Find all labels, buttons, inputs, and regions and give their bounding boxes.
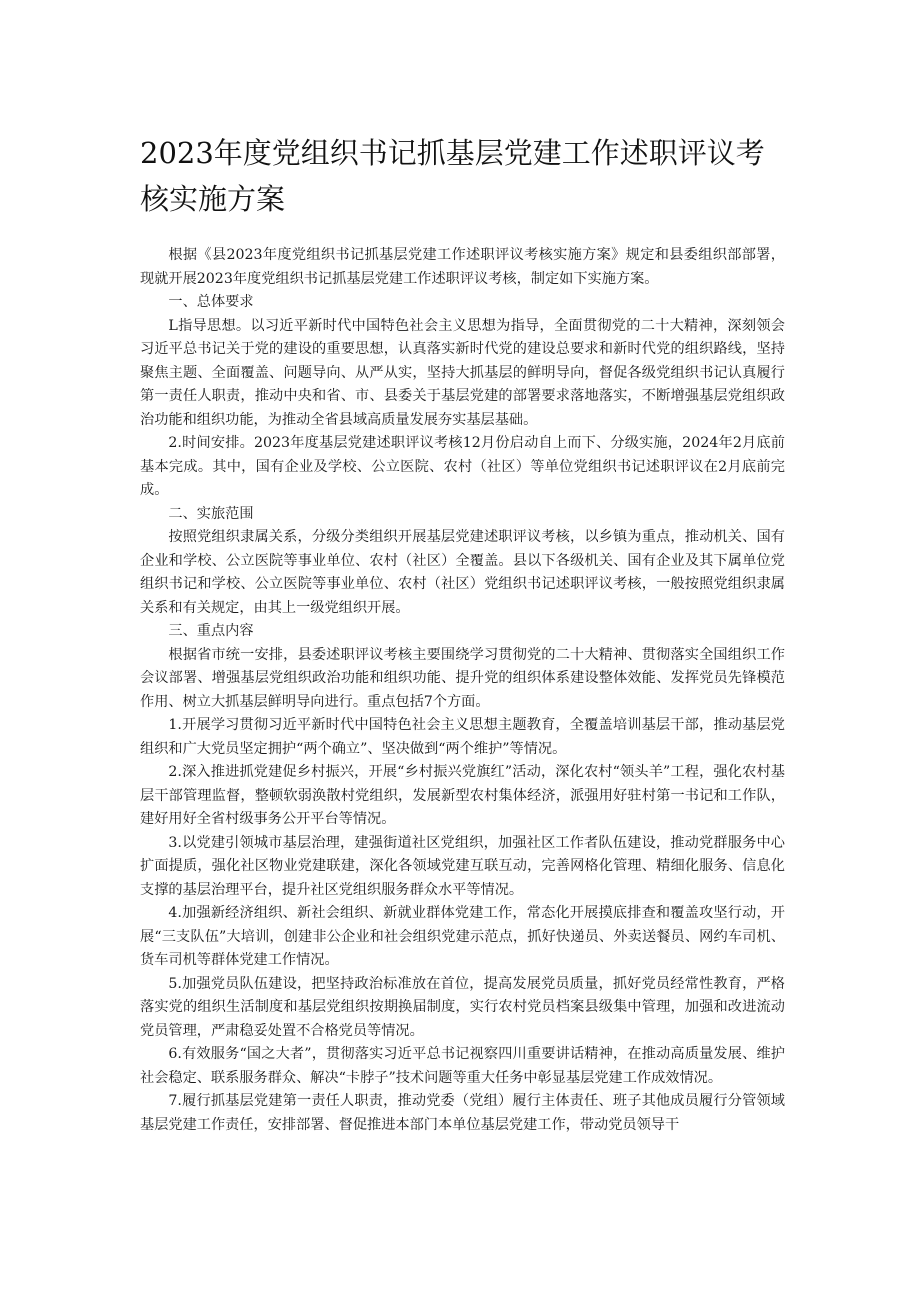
document-page xyxy=(140,130,785,1137)
section-heading-scope: 二、实旅范围 xyxy=(168,505,254,522)
key-content-item: 5.加强党员队伍建设，把坚持政治标准放在首位，提高发展党员质量，抓好党员经常性教育，严格落实党的组织生活制度和基层党组织按期换届制度，实行农村党员档案县级集中管理，加强和改进流动党员管理，严肃稳妥处置不合格党员等情况。 xyxy=(140,975,785,1039)
key-content-item: 4.加强新经济组织、新社会组织、新就业群体党建工作，常态化开展摸底排查和覆盖攻坚行动，开展“三支队伍”大培训，创建非公企业和社会组织党建示范点，抓好快递员、外卖送餐员、网约车司机、货车司机等群体党建工作情况。 xyxy=(140,905,785,968)
document-title: 2023年度党组织书记抓基层党建工作述职评议考核实施方案 xyxy=(140,136,765,216)
key-content-item: 7.履行抓基层党建第一责任人职责，推动党委（党组）履行主体责任、班子其他成员履行分管领域基层党建工作责任，安排部署、督促推进本部门本单位基层党建工作，带动党员领导干 xyxy=(140,1093,785,1133)
key-content-item: 1.开展学习贯彻习近平新时代中国特色社会主义思想主题教育，全覆盖培训基层干部，推动基层党组织和广大党员坚定拥护“两个确立”、坚决做到“两个维护”等情况。 xyxy=(140,717,785,757)
section-heading-key-content: 三、重点内容 xyxy=(168,623,254,639)
scope-paragraph: 按照党组织隶属关系，分级分类组织开展基层党建述职评议考核，以乡镇为重点，推动机关、国有企业和学校、公立医院等事业单位、农村（社区）全覆盖。县以下各级机关、国有企业及其下属单位党组织书记和学校、公立医院等事业单位、农村（社区）党组织书记述职评议考核，一般按照党组织隶属关系和有关规定，由其上一级党组织开展。 xyxy=(140,529,785,616)
key-content-item: 3.以党建引领城市基层治理，建强街道社区党组织，加强社区工作者队伍建设，推动党群服务中心扩面提质，强化社区物业党建联建，深化各领域党建互联互动，完善网格化管理、精细化服务、信息化支撑的基层治理平台，提升社区党组织服务群众水平等情况。 xyxy=(140,834,785,898)
key-content-intro-paragraph: 根据省市统一安排，县委述职评议考核主要围绕学习贯彻党的二十大精神、贯彻落实全国组织工作会议部署、增强基层党组织政治功能和组织功能、提升党的组织体系建设整体效能、发挥党员先锋模范作用、树立大抓基层鲜明导向进行。重点包括7个方面。 xyxy=(140,646,785,710)
key-content-item: 6.有效服务“国之大者”，贯彻落实习近平总书记视察四川重要讲话精神，在推动高质量发展、维护社会稳定、联系服务群众、解决“卡脖子”技术问题等重大任务中彰显基层党建工作成效情况。 xyxy=(140,1046,785,1086)
section-heading-general-requirements: 一、总体要求 xyxy=(168,294,254,310)
schedule-paragraph: 2.时间安排。2023年度基层党建述职评议考核12月份启动自上而下、分级实施，2024年2月底前基本完成。其中，国有企业及学校、公立医院、农村（社区）等单位党组织书记述职评议在2月底前完成。 xyxy=(140,435,785,498)
key-content-item: 2.深入推进抓党建促乡村振兴，开展“乡村振兴党旗红”活动，深化农村“领头羊”工程，强化农村基层干部管理监督，整顿软弱涣散村党组织，发展新型农村集体经济，派强用好驻村第一书记和工作队，建好用好全省村级事务公开平台等情况。 xyxy=(140,764,785,827)
intro-paragraph: 根据《县2023年度党组织书记抓基层党建工作述职评议考核实施方案》规定和县委组织部部署，现就开展2023年度党组织书记抓基层党建工作述职评议考核，制定如下实施方案。 xyxy=(140,247,785,287)
guiding-thought-paragraph: L指导思想。以习近平新时代中国特色社会主义思想为指导，全面贯彻党的二十大精神，深刻领会习近平总书记关于党的建设的重要思想，认真落实新时代党的建设总要求和新时代党的组织路线，坚持聚焦主题、全面覆盖、问题导向、从严从实，坚持大抓基层的鲜明导向，督促各级党组织书记认真履行第一责任人职责，推动中央和省、市、县委关于基层党建的部署要求落地落实，不断增强基层党组织政治功能和组织功能，为推动全省县域高质量发展夯实基层基础。 xyxy=(140,317,785,428)
